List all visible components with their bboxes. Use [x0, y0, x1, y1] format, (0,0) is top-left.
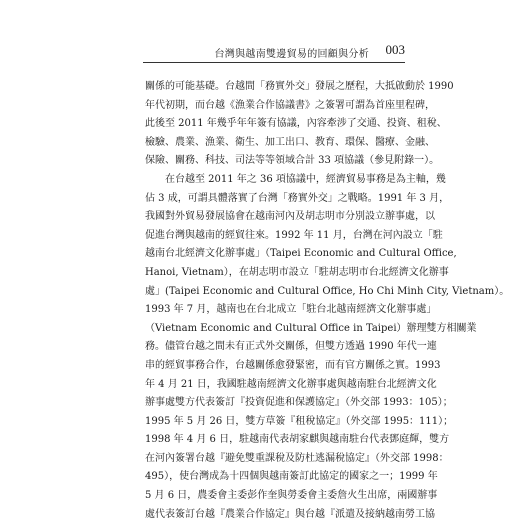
text-line: 1998 年 4 月 6 日，駐越南代表胡家麒與越南駐台代表鄧庭輝，雙方: [145, 434, 450, 446]
text-line: 檢驗、農業、漁業、衛生、加工出口、教育、環保、醫療、金融、: [145, 136, 435, 148]
page-number: 003: [385, 42, 405, 57]
text-line: 年代初期，而台越《漁業合作協議書》之簽署可謂為首座里程碑，: [145, 99, 435, 111]
text-line: 我國對外貿易發展協會在越南河內及胡志明市分別設立辦事處，以: [145, 211, 435, 223]
text-line: 1995 年 5 月 26 日，雙方草簽『租稅協定』（外交部 1995：111）；: [145, 415, 454, 427]
text-line: 5 月 6 日，農委會主委彭作奎與勞委會主委詹火生出席，兩國辦事: [145, 490, 438, 502]
text-line: 串的經貿事務合作，台越關係愈發緊密，而有官方關係之實。1993: [145, 359, 441, 371]
body-text: [145, 78, 510, 524]
text-line: 在河內簽署台越『避免雙重課稅及防杜逃漏稅協定』（外交部 1998：: [145, 452, 449, 464]
text-line: 處代表簽訂台越『農業合作協定』與台越『派遣及接納越南勞工協: [145, 508, 435, 520]
text-line: 促進台灣與越南的經貿往來。1992 年 11 月，台灣在河內設立「駐: [145, 229, 443, 241]
running-header: [143, 38, 405, 63]
text-line: 處」(Taipei Economic and Cultural Office, Ho Chi Minh City, Vietnam）。: [145, 285, 510, 297]
text-line: 年 4 月 21 日，我國駐越南經濟文化辦事處與越南駐台北經濟文化: [145, 378, 437, 390]
text-line: （Vietnam Economic and Cultural Office in Taipei）辦理雙方相關業: [145, 322, 477, 334]
text-line: 495），使台灣成為十四個與越南簽訂此協定的國家之一；1999 年: [145, 471, 438, 483]
text-line: 在台越至 2011 年之 36 項協議中，經濟貿易事務是為主軸，幾: [145, 173, 446, 185]
text-line: 保險、關務、科技、司法等等領域合計 33 項協議（參見附錄一）。: [145, 155, 440, 167]
text-line: 務。儘管台越之間未有正式外交關係，但雙方透過 1990 年代一連: [145, 341, 437, 353]
text-line: 辦事處雙方代表簽訂『投資促進和保護協定』（外交部 1993：105）；: [145, 397, 453, 409]
text-line: 佔 3 成，可謂具體落實了台灣「務實外交」之戰略。1991 年 3 月，: [145, 192, 450, 204]
text-line: 關係的可能基礎。台越間「務實外交」發展之歷程，大抵啟動於 1990: [145, 81, 454, 92]
text-line: 越南台北經濟文化辦事處」（Taipei Economic and Cultural Office,: [145, 248, 457, 260]
text-line: Hanoi, Vietnam），在胡志明市設立「駐胡志明市台北經濟文化辦事: [145, 266, 449, 278]
text-line: 1993 年 7 月，越南也在台北成立「駐台北越南經濟文化辦事處」: [145, 304, 437, 316]
running-header-title: 台灣與越南雙邊貿易的回顧與分析: [214, 49, 369, 60]
text-line: 此後至 2011 年幾乎年年簽有協議，內容牽涉了交通、投資、租稅、: [145, 118, 447, 130]
